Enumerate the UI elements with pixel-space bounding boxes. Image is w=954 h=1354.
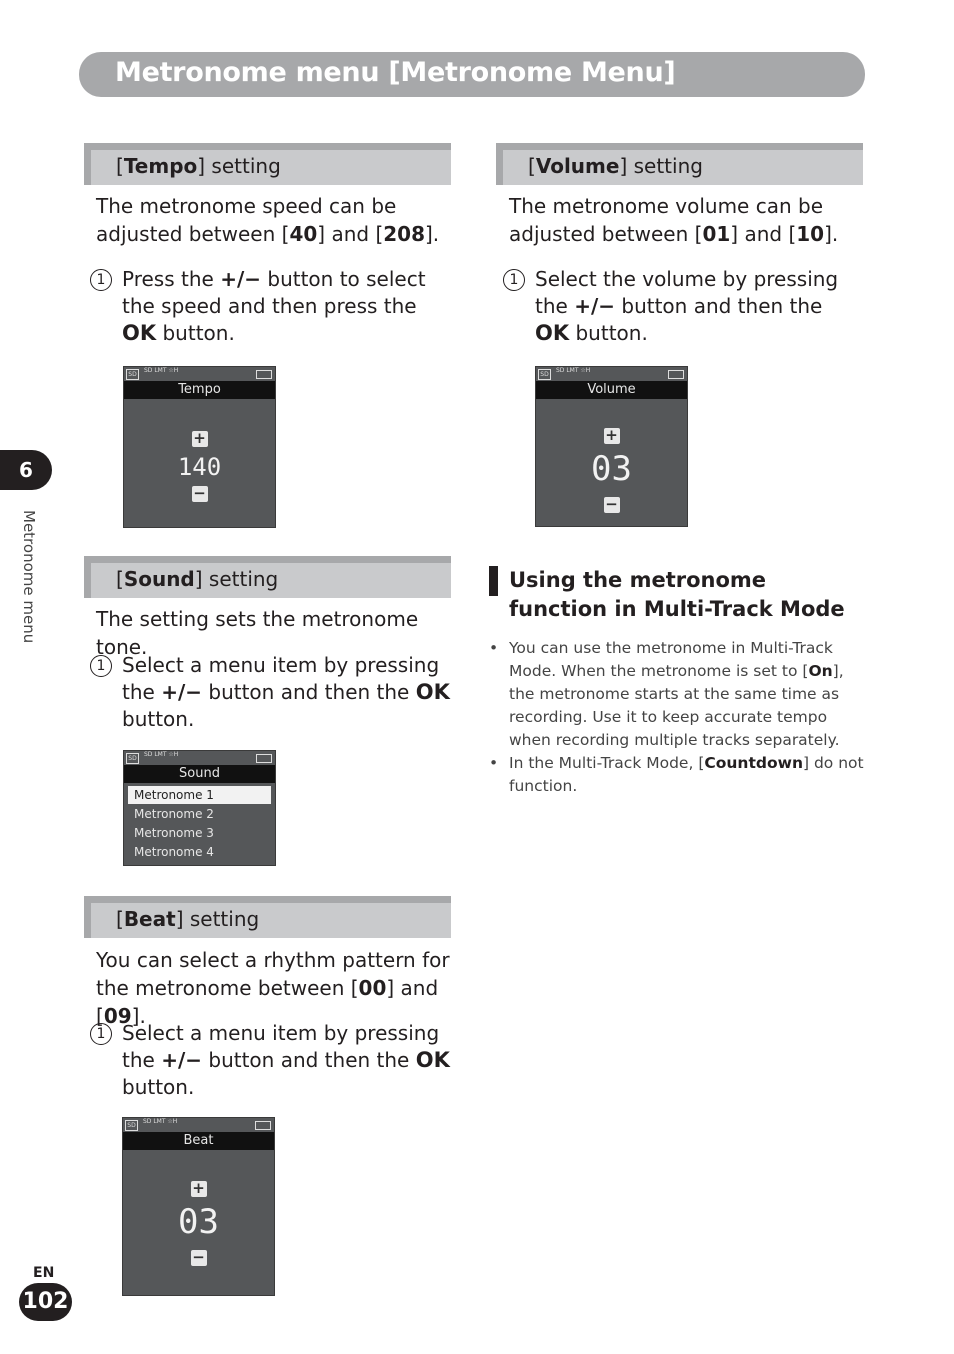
menu-item-metronome-3: Metronome 3 (134, 826, 214, 840)
chapter-side-label: Metronome menu (20, 510, 38, 644)
status-indicators: SD LMT ☆H (144, 367, 179, 374)
sd-card-icon: SD (538, 369, 551, 380)
volume-description: The metronome volume can be adjusted between [01] and [10]. (509, 194, 839, 246)
status-indicators: SD LMT ☆H (556, 367, 591, 374)
plus-icon: + (192, 1179, 205, 1197)
beat-value: 03 (178, 1202, 219, 1242)
minus-icon: − (605, 495, 618, 513)
tempo-step-text: Press the +/− button to select the speed and then press the OK button. (122, 267, 426, 345)
volume-value: 03 (591, 449, 632, 489)
sound-description: The setting sets the metronome tone. (96, 607, 419, 659)
multitrack-heading: Using the metronome function in Multi-Track Mode (509, 568, 845, 621)
volume-section-header (496, 143, 863, 185)
heading-marker (489, 566, 498, 596)
volume-heading: [Volume] setting (528, 154, 703, 178)
status-bar (536, 367, 687, 381)
status-bar (124, 367, 275, 381)
battery-icon (256, 754, 272, 763)
volume-step-text: Select the volume by pressing the +/− button and then the OK button. (535, 267, 839, 345)
bullet-icon: • (489, 639, 499, 657)
battery-icon (255, 1121, 271, 1130)
beat-step (90, 1020, 455, 1102)
volume-step (503, 266, 868, 348)
step-number-badge: 1 (90, 655, 112, 677)
battery-icon (668, 370, 684, 379)
tempo-value: 140 (177, 453, 222, 481)
menu-item-metronome-4: Metronome 4 (134, 845, 214, 859)
tempo-section-header (84, 143, 451, 185)
step-number-badge: 1 (90, 1023, 112, 1045)
beat-heading: [Beat] setting (116, 907, 260, 931)
sound-device-screen (123, 750, 276, 866)
beat-description: You can select a rhythm pattern for the metronome between [00] and [09]. (96, 948, 450, 1028)
status-indicators: SD LMT ☆H (143, 1118, 178, 1125)
multitrack-notes (489, 637, 869, 798)
tempo-heading: [Tempo] setting (116, 154, 281, 178)
sd-card-icon: SD (125, 1120, 138, 1131)
minus-icon: − (192, 1248, 205, 1266)
page-title: Metronome menu [Metronome Menu] (115, 57, 676, 88)
plus-icon: + (605, 426, 618, 444)
tempo-step (90, 266, 455, 348)
list-item: • You can use the metronome in Multi-Track Mode. When the metronome is set to [On], the metronome starts at the same time as recording. Use it to keep accurate tempo when recording multiple tracks separately. (489, 639, 844, 749)
step-number-badge: 1 (90, 269, 112, 291)
screen-body (123, 1150, 274, 1295)
status-indicators: SD LMT ☆H (144, 751, 179, 758)
menu-item-metronome-2: Metronome 2 (134, 807, 214, 821)
screen-title: Volume (536, 381, 687, 399)
screen-title: Sound (124, 765, 275, 783)
battery-icon (256, 370, 272, 379)
tempo-device-screen (123, 366, 276, 528)
beat-device-screen (122, 1117, 275, 1296)
beat-step-text: Select a menu item by pressing the +/− button and then the OK button. (122, 1021, 450, 1099)
sd-card-icon: SD (126, 369, 139, 380)
screen-body (536, 399, 687, 526)
chapter-tab: 6 (0, 450, 52, 490)
list-item: • In the Multi-Track Mode, [Countdown] do not function. (489, 754, 864, 795)
language-label: EN (33, 1265, 55, 1281)
volume-device-screen (535, 366, 688, 527)
step-number-badge: 1 (503, 269, 525, 291)
bullet-icon: • (489, 754, 499, 772)
screen-title: Tempo (124, 381, 275, 399)
beat-section-header (84, 896, 451, 938)
plus-icon: + (193, 429, 206, 447)
status-bar (124, 751, 275, 765)
sound-step-text: Select a menu item by pressing the +/− button and then the OK button. (122, 653, 450, 731)
sound-heading: [Sound] setting (116, 567, 279, 591)
status-bar (123, 1118, 274, 1132)
page-title-banner (79, 52, 865, 97)
screen-menu-list (124, 783, 275, 865)
page-number: 102 (19, 1283, 72, 1321)
screen-body (124, 399, 275, 527)
tempo-description: The metronome speed can be adjusted between [40] and [208]. (96, 194, 440, 246)
minus-icon: − (193, 484, 206, 502)
sd-card-icon: SD (126, 753, 139, 764)
screen-title: Beat (123, 1132, 274, 1150)
menu-item-metronome-1: Metronome 1 (128, 786, 271, 804)
sound-section-header (84, 556, 451, 598)
sound-step (90, 652, 455, 734)
